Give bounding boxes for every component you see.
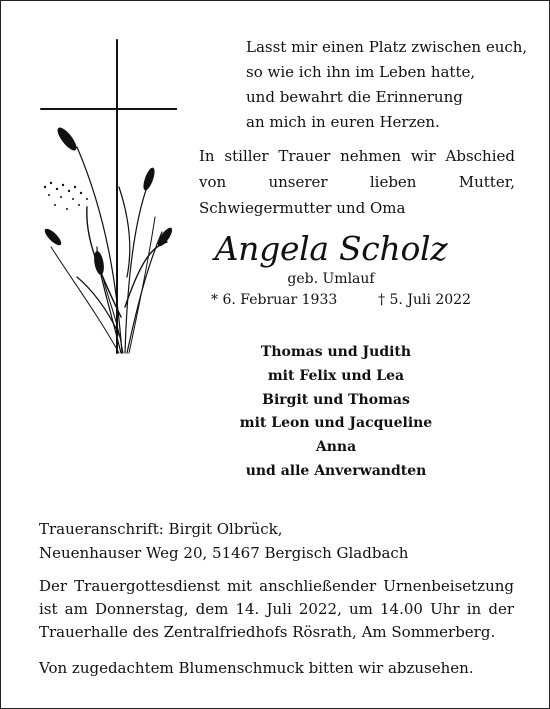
intro-text: In stiller Trauer nehmen wir Abschied von unserer lieben Mutter, Schwiegermutter und Oma bbox=[199, 147, 515, 217]
mourner-line: mit Leon und Jacqueline bbox=[239, 415, 433, 432]
birth-date: * 6. Februar 1933 bbox=[211, 292, 338, 308]
address-line: Neuenhauser Weg 20, 51467 Bergisch Gladbach bbox=[39, 544, 409, 562]
life-dates bbox=[211, 290, 471, 310]
poem-line: an mich in euren Herzen. bbox=[246, 113, 440, 131]
mourner-line: mit Felix und Lea bbox=[267, 367, 405, 384]
mourning-address bbox=[39, 517, 519, 565]
service-info: Der Trauergottesdienst mit anschließender Urnenbeisetzung ist am Donnerstag, dem 14. Juli 2022, um 14.00 Uhr in der Trauerhalle des Zentralfriedhofs Rösrath, Am Sommerberg. bbox=[39, 577, 514, 641]
maiden-name: geb. Umlauf bbox=[287, 271, 375, 287]
deceased-name: Angela Scholz bbox=[214, 229, 448, 268]
closing-note: Von zugedachtem Blumenschmuck bitten wir abzusehen. bbox=[39, 659, 474, 677]
mourner-line: Birgit und Thomas bbox=[262, 391, 410, 408]
mourners-list bbox=[201, 341, 471, 484]
poem-line: und bewahrt die Erinnerung bbox=[246, 88, 463, 106]
poem-line: Lasst mir einen Platz zwischen euch, bbox=[246, 38, 528, 56]
poem bbox=[246, 35, 536, 135]
death-date: † 5. Juli 2022 bbox=[378, 292, 471, 308]
mourner-line: Anna bbox=[315, 439, 357, 456]
mourner-line: und alle Anverwandten bbox=[245, 462, 427, 479]
cross-with-wheat-icon bbox=[37, 37, 177, 357]
address-line: Traueranschrift: Birgit Olbrück, bbox=[39, 520, 283, 538]
poem-line: so wie ich ihn im Leben hatte, bbox=[246, 63, 476, 81]
mourner-line: Thomas und Judith bbox=[260, 344, 412, 360]
